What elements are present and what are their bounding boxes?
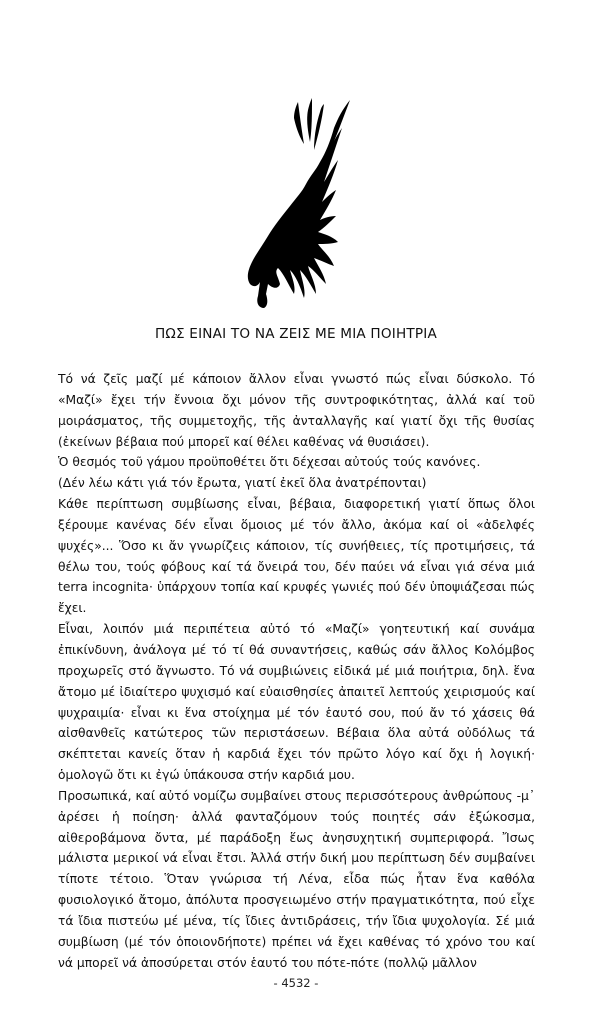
page-number: - 4532 - bbox=[273, 976, 319, 990]
body-text bbox=[58, 369, 535, 973]
paragraph: Εἶναι, λοιπόν μιά περιπέτεια αὐτό τό «Μαζί» γοητευτική καί συνάμα ἐπικίνδυνη, ἀνάλογα μέ τό τί θά συναντήσεις, καθώς σάν ἄλλος Κολόμβος προχωρεῖς στό ἄγνωστο. Τό νά συμβιώνεις εἰδικά μέ μιά ποιήτρια, δηλ. ἕνα ἄτομο μέ ἰδιαίτερο ψυχισμό καί εὐαισθησίες ἀπαιτεῖ λεπτούς χειρισμούς καί ψυχραιμία· εἶναι κι ἕνα στοίχημα μέ τόν ἑαυτό σου, πού ἄν τό χάσεις θά αἰσθανθεῖς κατώτερος τῶν περιστάσεων. Βέβαια ὅλα αὐτά οὐδόλως τά σκέπτεται κανείς ὅταν ἡ καρδιά ἔχει τόν πρῶτο λόγο καί ὄχι ἡ λογική· ὁμολογῶ ὅτι κι ἐγώ ὑπάκουσα στήν καρδιά μου. bbox=[58, 622, 535, 783]
page-title: ΠΩΣ ΕΙΝΑΙ ΤΟ ΝΑ ΖΕΙΣ ΜΕ ΜΙΑ ΠΟΙΗΤΡΙΑ bbox=[154, 326, 437, 342]
paragraph: (Δέν λέω κάτι γιά τόν ἔρωτα, γιατί ἐκεῖ ὅλα ἀνατρέπονται) bbox=[58, 476, 427, 491]
paragraph: Τό νά ζεῖς μαζί μέ κάποιον ἄλλον εἶναι γνωστό πώς εἶναι δύσκολο. Τό «Μαζί» ἔχει τήν ἔννοια ὄχι μόνον τῆς συντροφικότητας, ἀλλά καί τοῦ μοιράσματος, τῆς συμμετοχῆς, τῆς ἀνταλλαγῆς καί γιατί ὄχι τῆς θυσίας (ἐκείνων βέβαια πού μπορεῖ καί θέλει καθένας νά θυσιάσει). bbox=[58, 372, 535, 449]
paragraph: Προσωπικά, καί αὐτό νομίζω συμβαίνει στους περισσότερους ἀνθρώπους -μ᾽ ἀρέσει ἡ ποίηση· ἀλλά φανταζόμουν τούς ποιητές σάν ἐξώκοσμα, αἰθεροβάμονα ὄντα, μέ παράδοξη ἕως ἀνησυχητική συμπεριφορά. Ἴσως μάλιστα μερικοί νά εἶναι ἔτσι. Ἀλλά στήν δική μου περίπτωση δέν συμβαίνει τίποτε τέτοιο. Ὅταν γνώρισα τή Λένα, εἶδα πώς ἦταν ἕνα καθόλα φυσιολογικό ἄτομο, ἀπόλυτα προσγειωμένο στήν πραγματικότητα, πού εἶχε τά ἴδια πιστεύω μέ μένα, τίς ἴδιες ἀντιδράσεις, τήν ἴδια ψυχολογία. Σέ μιά συμβίωση (μέ τόν ὁποιονδήποτε) πρέπει νά ἔχει καθένας τό χρόνο του καί νά μπορεῖ νά ἀποσύρεται στόν ἑαυτό του πότε-πότε (πολλῷ μᾶλλον bbox=[58, 788, 535, 970]
eagle-silhouette-icon bbox=[238, 98, 356, 310]
paragraph: Ὁ θεσμός τοῦ γάμου προϋποθέτει ὅτι δέχεσαι αὐτούς τούς κανόνες. bbox=[58, 455, 481, 470]
paragraph: Κάθε περίπτωση συμβίωσης εἶναι, βέβαια, διαφορετική γιατί ὅπως ὅλοι ξέρουμε κανένας δέν εἶναι ὅμοιος μέ τόν ἄλλο, ἀκόμα καί οἱ «ἀδελφές ψυχές»... Ὅσο κι ἄν γνωρίζεις κάποιον, τίς συνήθειες, τίς προτιμήσεις, τά θέλω του, τούς φόβους καί τά ὄνειρά του, δέν παύει νά εἶναι γιά σένα μιά terra incognita· ὑπάρχουν τοπία καί κρυφές γωνιές πού δέν ὑποψιάζεσαι πώς ἔχει. bbox=[58, 497, 535, 616]
